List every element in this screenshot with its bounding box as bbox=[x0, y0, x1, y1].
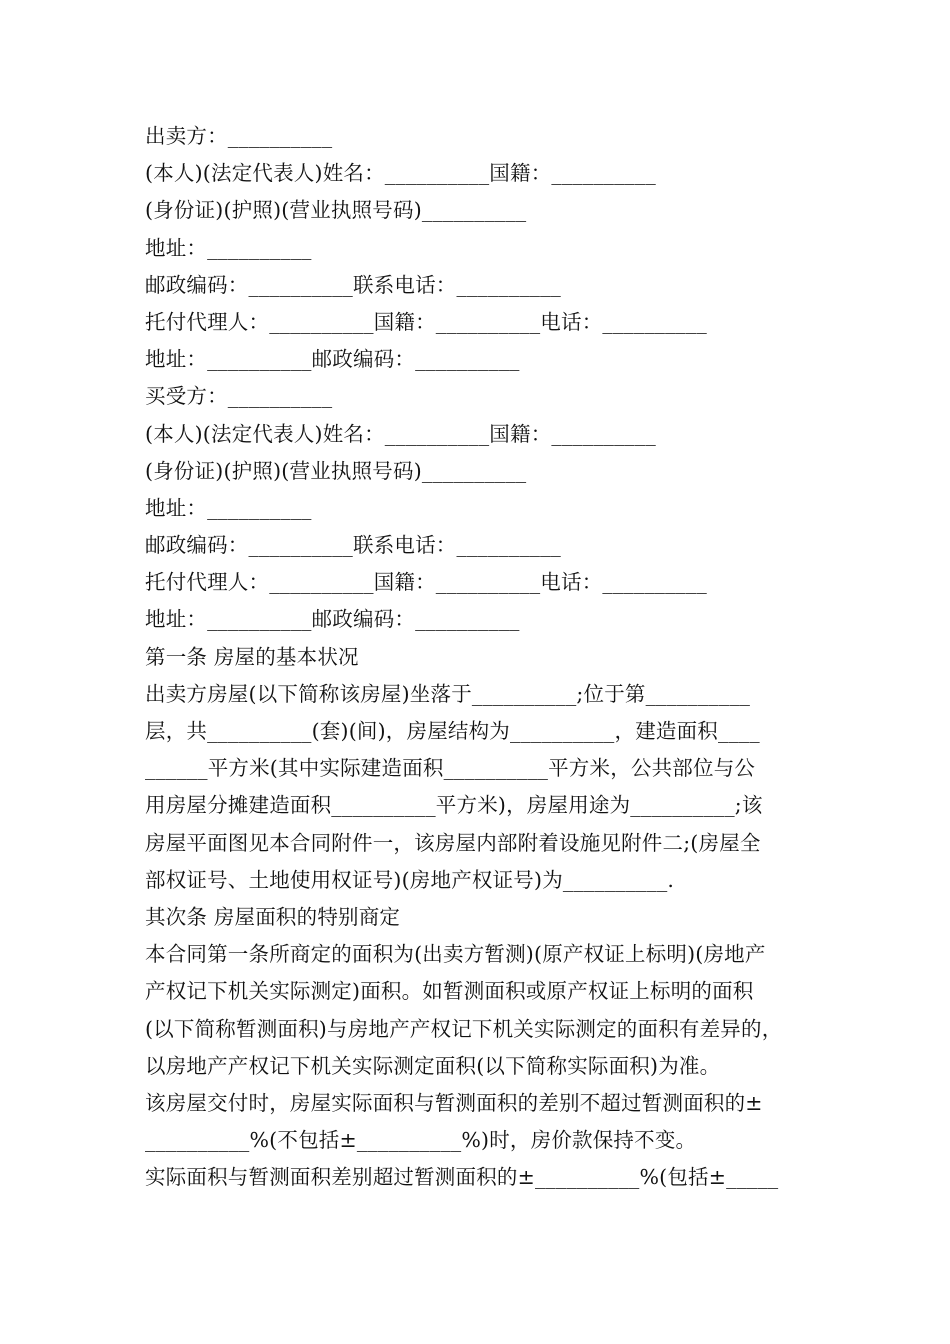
buyer-address-line: 地址：__________ bbox=[145, 495, 312, 520]
article-2-text-line: 以房地产产权记下机关实际测定面积(以下简称实际面积)为准。 bbox=[145, 1053, 721, 1078]
article-1-text-line: 房屋平面图见本合同附件一，该房屋内部附着设施见附件二;(房屋全 bbox=[145, 830, 761, 855]
article-1-text-line: 层，共__________(套)(间)，房屋结构为__________，建造面积____ bbox=[145, 719, 760, 743]
buyer-agent-address-line: 地址：__________邮政编码：__________ bbox=[145, 607, 520, 632]
article-2-text-line: 该房屋交付时，房屋实际面积与暂测面积的差别不超过暂测面积的± bbox=[145, 1090, 763, 1115]
seller-id-line: (身份证)(护照)(营业执照号码)__________ bbox=[145, 198, 527, 223]
article-1-heading: 第一条 房屋的基本状况 bbox=[145, 644, 359, 669]
article-2-text-line: 实际面积与暂测面积差别超过暂测面积的±__________%(包括±_____ bbox=[145, 1165, 779, 1190]
buyer-label-line: 买受方：__________ bbox=[145, 384, 333, 409]
article-1-text-line: ______平方米(其中实际建造面积__________平方米，公共部位与公 bbox=[145, 756, 756, 781]
article-1-text-line: 用房屋分摊建造面积__________平方米)，房屋用途为__________;该 bbox=[145, 793, 763, 818]
buyer-agent-line: 托付代理人：__________国籍：__________电话：__________ bbox=[145, 570, 707, 595]
article-1-text-line: 出卖方房屋(以下简称该房屋)坐落于__________;位于第__________ bbox=[145, 681, 751, 706]
seller-address-line: 地址：__________ bbox=[145, 235, 312, 260]
article-2-text-line: 产权记下机关实际测定)面积。如暂测面积或原产权证上标明的面积 bbox=[145, 979, 754, 1004]
article-2-text-line: (以下简称暂测面积)与房地产产权记下机关实际测定的面积有差异的， bbox=[145, 1016, 783, 1041]
document-body bbox=[145, 118, 815, 1196]
article-2-heading: 其次条 房屋面积的特别商定 bbox=[145, 904, 401, 929]
seller-name-nationality-line: (本人)(法定代表人)姓名：__________国籍：__________ bbox=[145, 161, 656, 186]
buyer-postcode-phone-line: 邮政编码：__________联系电话：__________ bbox=[145, 533, 561, 558]
article-1-text-line: 部权证号、土地使用权证号)(房地产权证号)为__________. bbox=[145, 867, 675, 892]
buyer-name-nationality-line: (本人)(法定代表人)姓名：__________国籍：__________ bbox=[145, 421, 656, 446]
seller-postcode-phone-line: 邮政编码：__________联系电话：__________ bbox=[145, 272, 561, 297]
seller-agent-line: 托付代理人：__________国籍：__________电话：__________ bbox=[145, 309, 707, 334]
seller-label-line: 出卖方：__________ bbox=[145, 124, 333, 148]
buyer-id-line: (身份证)(护照)(营业执照号码)__________ bbox=[145, 458, 527, 483]
seller-agent-address-line: 地址：__________邮政编码：__________ bbox=[145, 347, 520, 372]
article-2-text-line: 本合同第一条所商定的面积为(出卖方暂测)(原产权证上标明)(房地产 bbox=[145, 942, 766, 967]
article-2-text-line: __________%(不包括±__________%)时，房价款保持不变。 bbox=[145, 1128, 697, 1153]
